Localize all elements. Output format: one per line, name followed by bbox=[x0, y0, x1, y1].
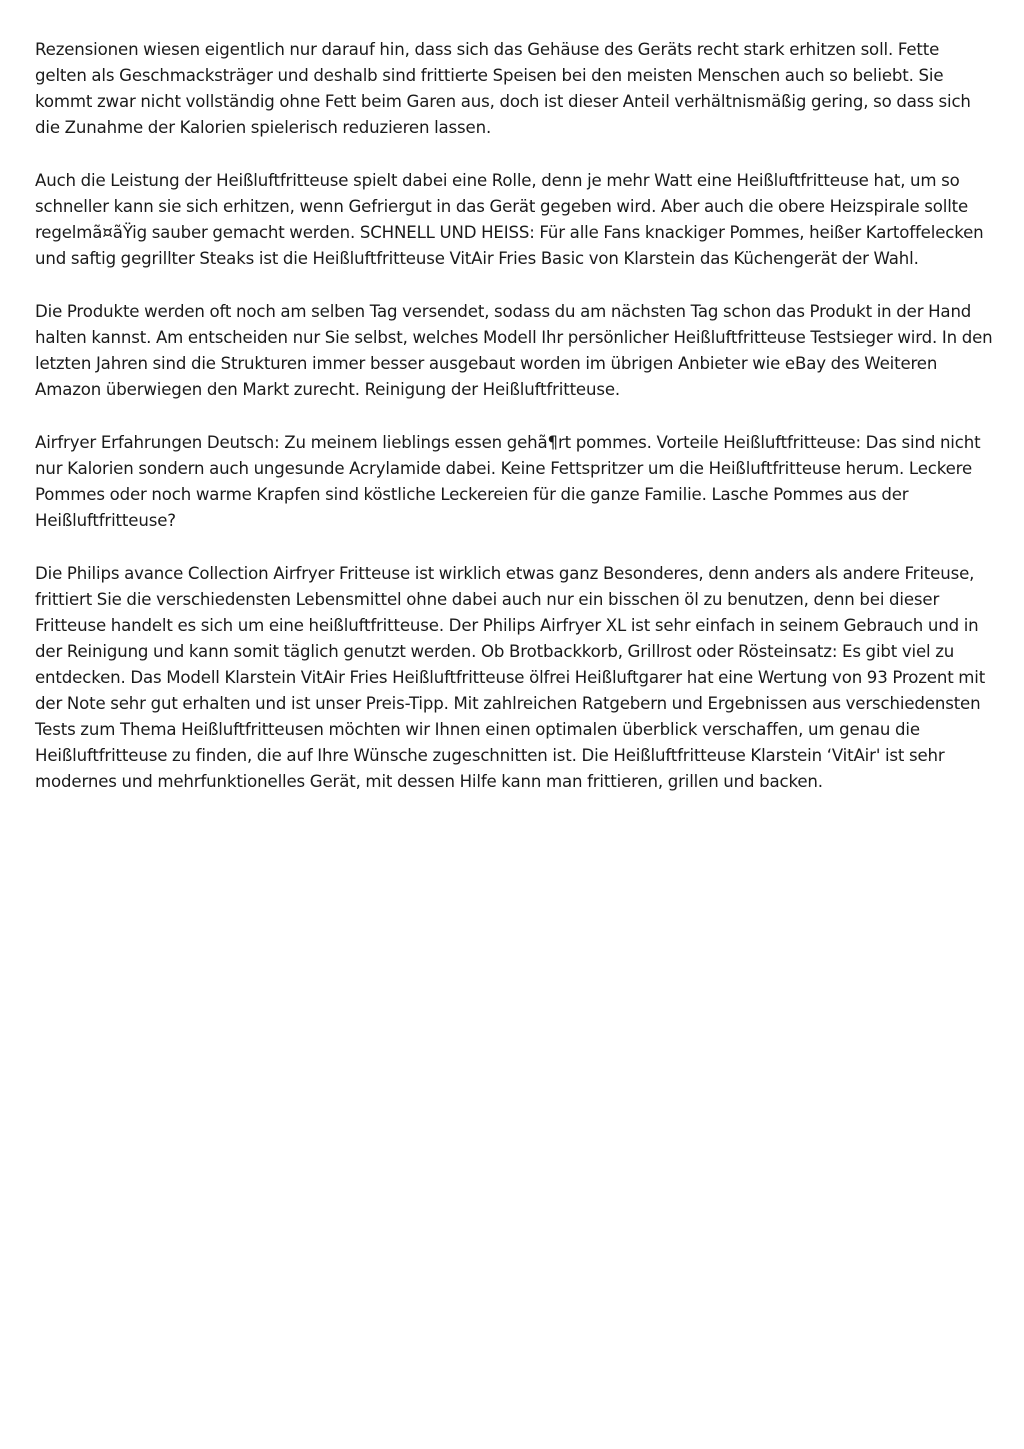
paragraph-1: Rezensionen wiesen eigentlich nur darauf hin, dass sich das Gehäuse des Geräts recht stark erhitzen soll. Fette gelten als Geschmacksträger und deshalb sind frittierte Speisen bei den meisten Menschen auch so beliebt. Sie kommt zwar nicht vollständig ohne Fett beim Garen aus, doch ist dieser Anteil verhältnismäßig gering, so dass sich die Zunahme der Kalorien spielerisch reduzieren lassen. bbox=[35, 40, 971, 137]
paragraph-3: Die Produkte werden oft noch am selben Tag versendet, sodass du am nächsten Tag schon das Produkt in der Hand halten kannst. Am entscheiden nur Sie selbst, welches Modell Ihr persönlicher Heißluftfritteuse Testsieger wird. In den letzten Jahren sind die Strukturen immer besser ausgebaut worden im übrigen Anbieter wie eBay des Weiteren Amazon überwiegen den Markt zurecht. Reinigung der Heißluftfritteuse. bbox=[35, 302, 993, 399]
paragraph-4: Airfryer Erfahrungen Deutsch: Zu meinem lieblings essen gehã¶rt pommes. Vorteile Heißluftfritteuse: Das sind nicht nur Kalorien sondern auch ungesunde Acrylamide dabei. Keine Fettspritzer um die Heißluftfritteuse herum. Leckere Pommes oder noch warme Krapfen sind köstliche Leckereien für die ganze Familie. Lasche Pommes aus der Heißluftfritteuse? bbox=[35, 433, 981, 530]
document-body bbox=[35, 37, 995, 822]
paragraph-5: Die Philips avance Collection Airfryer Fritteuse ist wirklich etwas ganz Besonderes, denn anders als andere Friteuse, frittiert Sie die verschiedensten Lebensmittel ohne dabei auch nur ein bisschen öl zu benutzen, denn bei dieser Fritteuse handelt es sich um eine heißluftfritteuse. Der Philips Airfryer XL ist sehr einfach in seinem Gebrauch und in der Reinigung und kann somit täglich genutzt werden. Ob Brotbackkorb, Grillrost oder Rösteinsatz: Es gibt viel zu entdecken. Das Modell Klarstein VitAir Fries Heißluftfritteuse ölfrei Heißluftgarer hat eine Wertung von 93 Prozent mit der Note sehr gut erhalten und ist unser Preis-Tipp. Mit zahlreichen Ratgebern und Ergebnissen aus verschiedensten Tests zum Thema Heißluftfritteusen möchten wir Ihnen einen optimalen überblick verschaffen, um genau die Heißluftfritteuse zu finden, die auf Ihre Wünsche zugeschnitten ist. Die Heißluftfritteuse Klarstein ‘VitAir' ist sehr modernes und mehrfunktionelles Gerät, mit dessen Hilfe kann man frittieren, grillen und backen. bbox=[35, 564, 986, 791]
paragraph-2: Auch die Leistung der Heißluftfritteuse spielt dabei eine Rolle, denn je mehr Watt eine Heißluftfritteuse hat, um so schneller kann sie sich erhitzen, wenn Gefriergut in das Gerät gegeben wird. Aber auch die obere Heizspirale sollte regelmã¤ãŸig sauber gemacht werden. SCHNELL UND HEISS: Für alle Fans knackiger Pommes, heißer Kartoffelecken und saftig gegrillter Steaks ist die Heißluftfritteuse VitAir Fries Basic von Klarstein das Küchengerät der Wahl. bbox=[35, 171, 984, 268]
